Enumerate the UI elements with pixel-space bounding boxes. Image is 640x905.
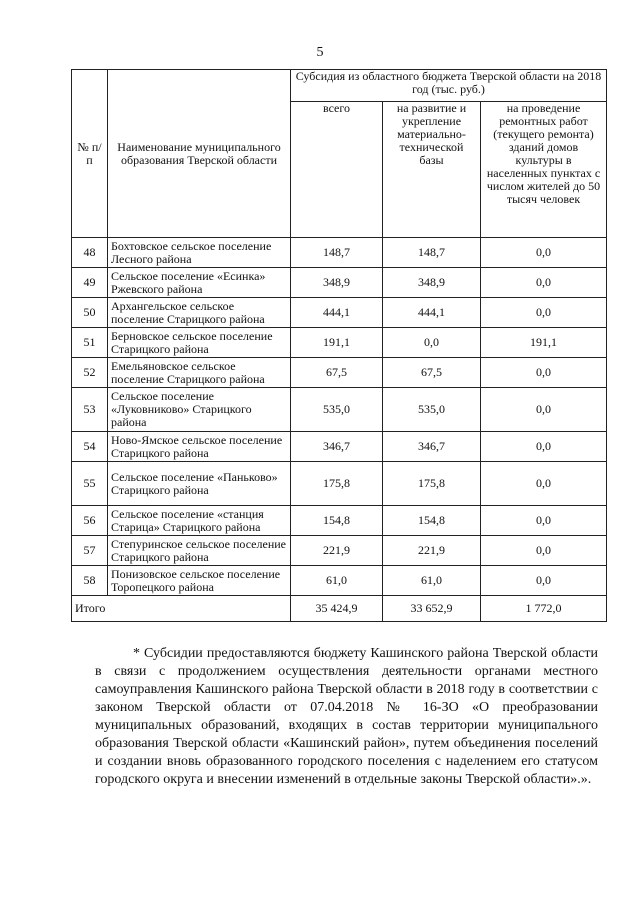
row-development: 175,8 xyxy=(383,462,481,506)
table-row xyxy=(72,298,607,328)
row-development: 221,9 xyxy=(383,536,481,566)
row-total: 61,0 xyxy=(291,566,383,596)
table-row xyxy=(72,238,607,268)
row-number: 53 xyxy=(72,388,108,432)
row-number: 58 xyxy=(72,566,108,596)
row-repair: 0,0 xyxy=(481,536,607,566)
header-repair: на проведение ремонтных работ (текущего ремонта) зданий домов культуры в населенных пунктах с числом жителей до 50 тысяч человек xyxy=(481,102,607,238)
row-name: Бохтовское сельское поселение Лесного района xyxy=(108,238,291,268)
header-subsidy-group: Субсидия из областного бюджета Тверской области на 2018 год (тыс. руб.) xyxy=(291,70,607,102)
row-name: Сельское поселение «Есинка» Ржевского района xyxy=(108,268,291,298)
row-total: 175,8 xyxy=(291,462,383,506)
row-number: 52 xyxy=(72,358,108,388)
row-total: 346,7 xyxy=(291,432,383,462)
row-repair: 0,0 xyxy=(481,388,607,432)
row-development: 148,7 xyxy=(383,238,481,268)
row-number: 48 xyxy=(72,238,108,268)
row-repair: 0,0 xyxy=(481,298,607,328)
row-number: 55 xyxy=(72,462,108,506)
row-total: 191,1 xyxy=(291,328,383,358)
row-number: 49 xyxy=(72,268,108,298)
table-row xyxy=(72,432,607,462)
row-number: 50 xyxy=(72,298,108,328)
row-development: 346,7 xyxy=(383,432,481,462)
row-repair: 0,0 xyxy=(481,462,607,506)
row-development: 0,0 xyxy=(383,328,481,358)
table-row xyxy=(72,462,607,506)
row-repair: 0,0 xyxy=(481,238,607,268)
row-number: 56 xyxy=(72,506,108,536)
row-repair: 0,0 xyxy=(481,268,607,298)
row-repair: 0,0 xyxy=(481,432,607,462)
table-row xyxy=(72,506,607,536)
row-name: Архангельское сельское поселение Старицкого района xyxy=(108,298,291,328)
row-repair: 0,0 xyxy=(481,566,607,596)
row-total: 221,9 xyxy=(291,536,383,566)
row-development: 154,8 xyxy=(383,506,481,536)
header-municipality-name: Наименование муниципального образования Тверской области xyxy=(108,70,291,238)
footnote xyxy=(95,645,598,789)
subsidy-table xyxy=(71,69,607,622)
totals-total: 35 424,9 xyxy=(291,596,383,622)
row-name: Берновское сельское поселение Старицкого района xyxy=(108,328,291,358)
totals-development: 33 652,9 xyxy=(383,596,481,622)
row-repair: 191,1 xyxy=(481,328,607,358)
row-repair: 0,0 xyxy=(481,358,607,388)
row-total: 67,5 xyxy=(291,358,383,388)
row-number: 54 xyxy=(72,432,108,462)
row-total: 148,7 xyxy=(291,238,383,268)
header-development: на развитие и укрепление материально-технической базы xyxy=(383,102,481,238)
row-development: 444,1 xyxy=(383,298,481,328)
footnote-text: * Субсидии предоставляются бюджету Кашинского района Тверской области в связи с продолжением осуществления деятельности органами местного самоуправления Кашинского района Тверской области в 2018 году в соответствии с законом Тверской области от 07.04.2018 № 16-ЗО «О преобразовании муниципальных образований, входящих в состав территории муниципального образования Тверской области «Кашинский район», путем объединения поселений и создании вновь образованного городского поселения с наделением его статусом городского округа и внесении изменений в отдельные законы Тверской области».». xyxy=(95,646,598,787)
row-development: 61,0 xyxy=(383,566,481,596)
table-row xyxy=(72,566,607,596)
row-name: Сельское поселение «Паньково» Старицкого района xyxy=(108,462,291,506)
row-name: Степуринское сельское поселение Старицкого района xyxy=(108,536,291,566)
table-row xyxy=(72,358,607,388)
row-name: Понизовское сельское поселение Торопецкого района xyxy=(108,566,291,596)
header-number: № п/п xyxy=(72,70,108,238)
totals-label: Итого xyxy=(72,596,291,622)
row-development: 67,5 xyxy=(383,358,481,388)
row-name: Ново-Ямское сельское поселение Старицкого района xyxy=(108,432,291,462)
table-row xyxy=(72,536,607,566)
row-name: Емельяновское сельское поселение Старицкого района xyxy=(108,358,291,388)
table-row xyxy=(72,328,607,358)
totals-row xyxy=(72,596,607,622)
header-total: всего xyxy=(291,102,383,238)
table-row xyxy=(72,388,607,432)
row-number: 51 xyxy=(72,328,108,358)
totals-repair: 1 772,0 xyxy=(481,596,607,622)
row-name: Сельское поселение «станция Старица» Старицкого района xyxy=(108,506,291,536)
row-development: 535,0 xyxy=(383,388,481,432)
row-name: Сельское поселение «Луковниково» Старицкого района xyxy=(108,388,291,432)
row-total: 535,0 xyxy=(291,388,383,432)
row-total: 154,8 xyxy=(291,506,383,536)
row-development: 348,9 xyxy=(383,268,481,298)
row-total: 444,1 xyxy=(291,298,383,328)
table-row xyxy=(72,268,607,298)
row-repair: 0,0 xyxy=(481,506,607,536)
page-number: 5 xyxy=(316,45,324,60)
row-number: 57 xyxy=(72,536,108,566)
row-total: 348,9 xyxy=(291,268,383,298)
